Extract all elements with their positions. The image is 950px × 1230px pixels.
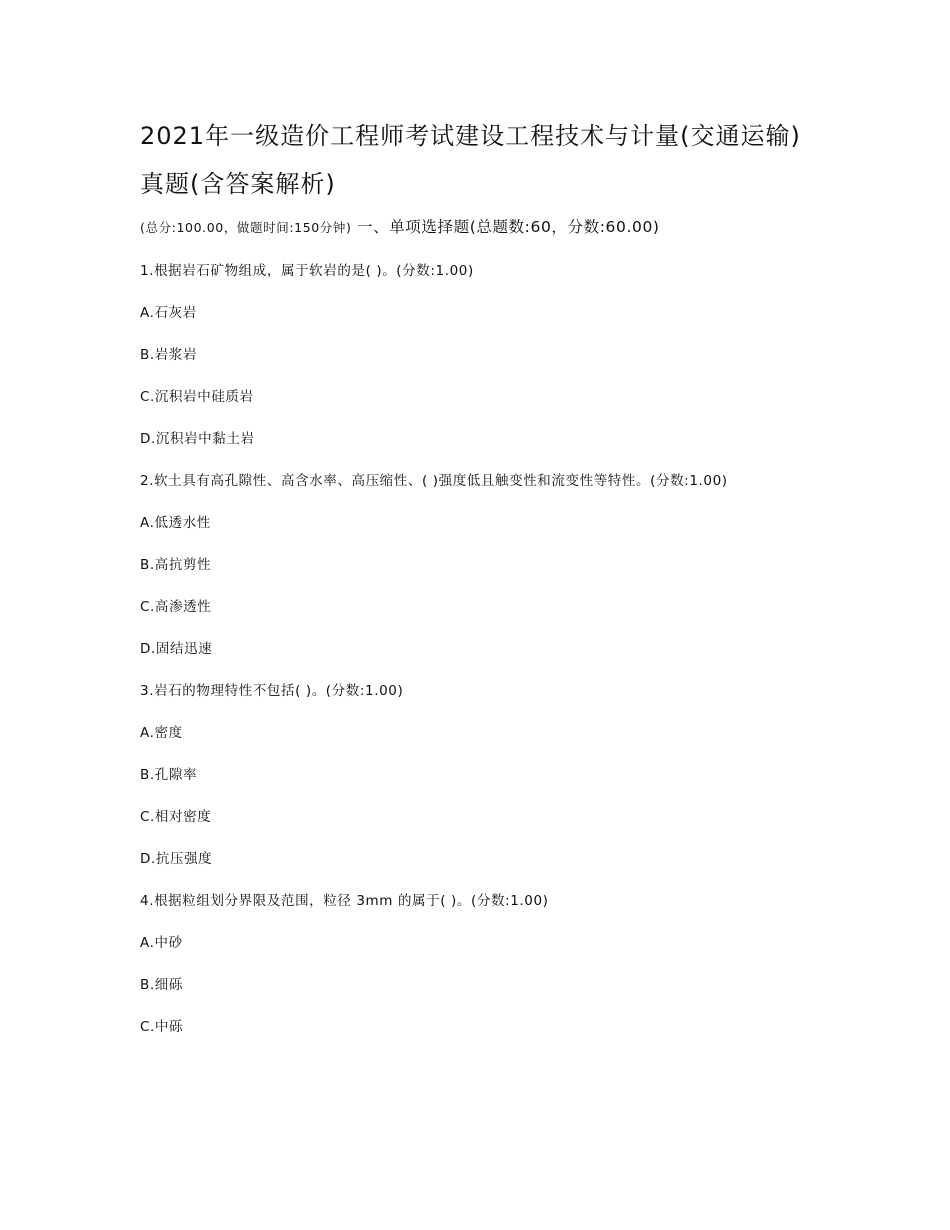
- option-1c: C.沉积岩中硅质岩: [140, 389, 254, 405]
- option-2d: D.固结迅速: [140, 641, 213, 657]
- document-subtitle: 真题(含答案解析): [140, 170, 336, 198]
- question-1: 1.根据岩石矿物组成，属于软岩的是( )。(分数:1.00): [140, 263, 474, 279]
- option-2a: A.低透水性: [140, 515, 211, 531]
- option-1d: D.沉积岩中黏土岩: [140, 431, 255, 447]
- option-1b: B.岩浆岩: [140, 347, 198, 363]
- option-4b: B.细砾: [140, 977, 183, 993]
- document-content: [140, 117, 820, 1037]
- option-1a: A.石灰岩: [140, 305, 197, 321]
- question-3: 3.岩石的物理特性不包括( )。(分数:1.00): [140, 683, 404, 699]
- option-3d: D.抗压强度: [140, 851, 213, 867]
- question-2: 2.软土具有高孔隙性、高含水率、高压缩性、( )强度低且触变性和流变性等特性。(分数:1.00): [140, 473, 728, 489]
- option-3a: A.密度: [140, 725, 183, 741]
- section-heading: 一、单项选择题(总题数:60，分数:60.00): [351, 218, 660, 236]
- question-4: 4.根据粒组划分界限及范围，粒径 3mm 的属于( )。(分数:1.00): [140, 893, 549, 909]
- exam-score-time: (总分:100.00，做题时间:150分钟): [140, 220, 352, 235]
- option-2c: C.高渗透性: [140, 599, 212, 615]
- option-3b: B.孔隙率: [140, 767, 198, 783]
- exam-meta: [140, 217, 820, 238]
- document-title: 2021年一级造价工程师考试建设工程技术与计量(交通运输): [140, 122, 801, 150]
- question-list: [140, 261, 820, 1037]
- option-2b: B.高抗剪性: [140, 557, 212, 573]
- option-4a: A.中砂: [140, 935, 183, 951]
- option-4c: C.中砾: [140, 1019, 184, 1035]
- option-3c: C.相对密度: [140, 809, 212, 825]
